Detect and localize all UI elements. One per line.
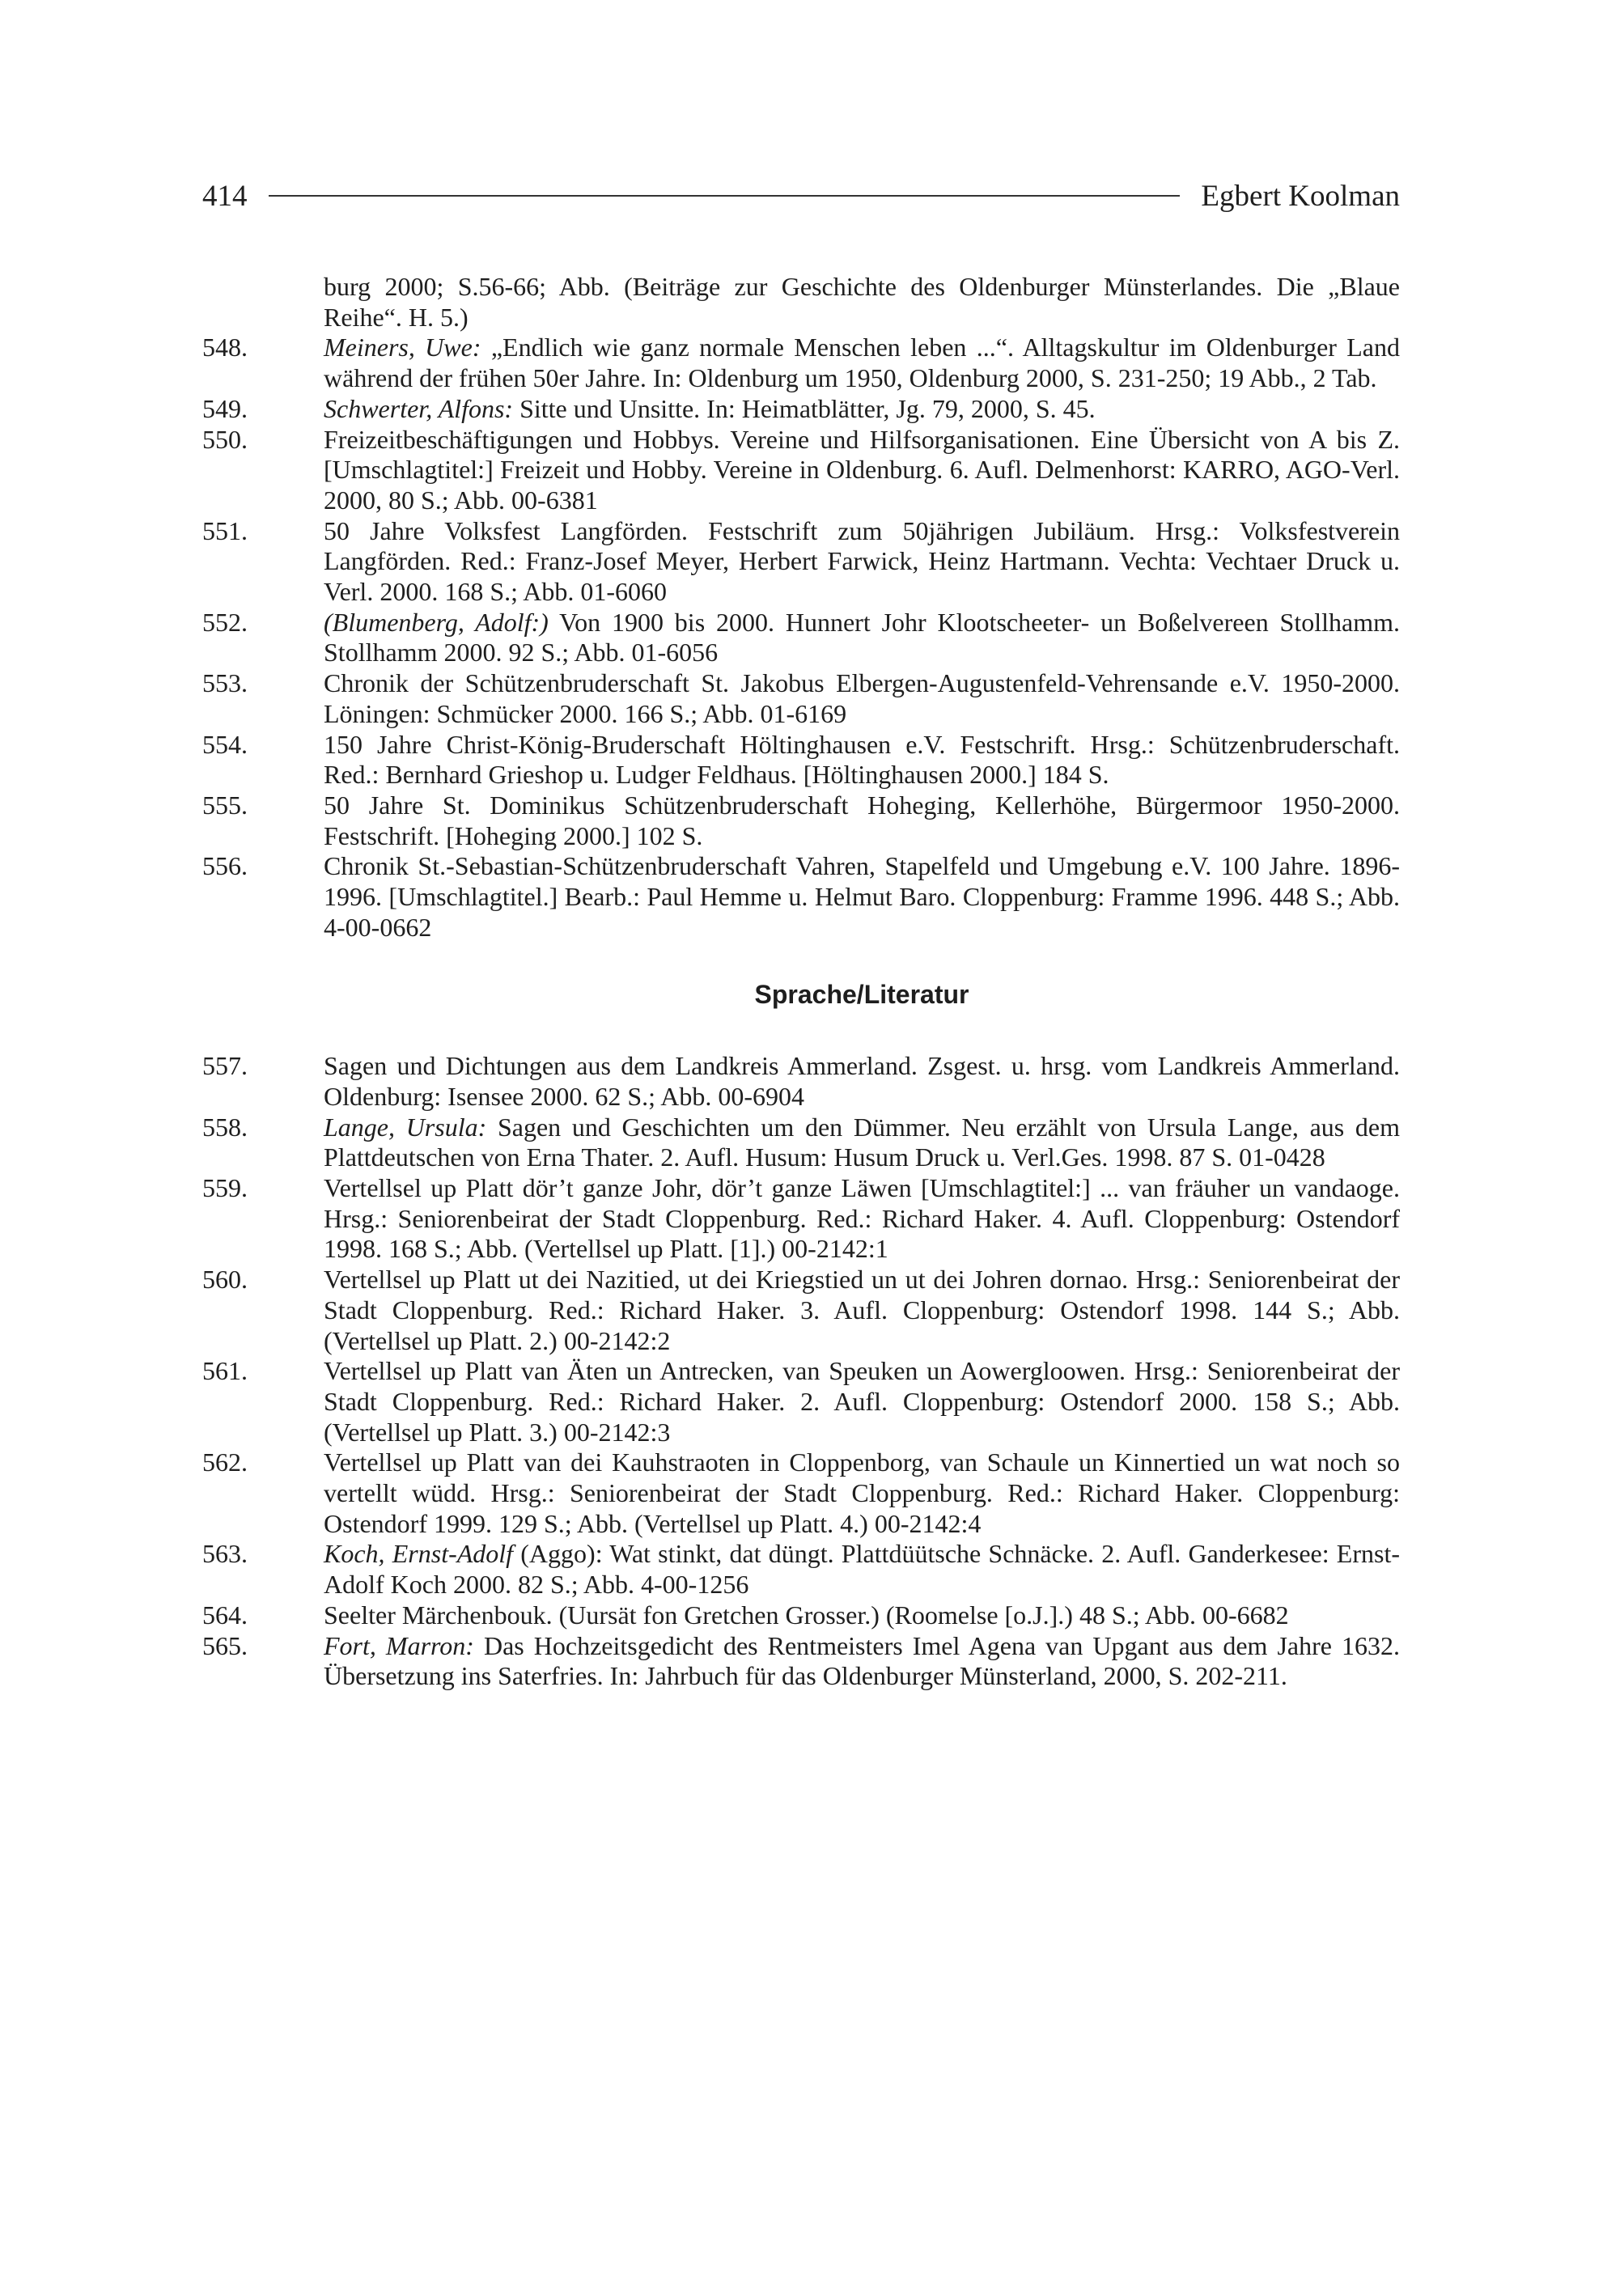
entry-citation: Chronik St.-Sebastian-Schützenbruderschaft Vahren, Stapelfeld und Umgebung e.V. 100 Jahre. 1896-1996. [Umschlagtitel.] Bearb.: Paul Hemme u. Helmut Baro. Cloppenburg: Framme 1996. 448 S.; Abb. 4-00-0662 <box>324 851 1400 942</box>
entry-citation: Das Hochzeitsgedicht des Rentmeisters Imel Agena van Upgant aus dem Jahre 1632. Übersetzung ins Saterfries. In: Jahrbuch für das Oldenburger Münsterland, 2000, S. 202-211. <box>324 1630 1401 1691</box>
bibliography-entry <box>202 1600 1400 1631</box>
bibliography-entry <box>202 1356 1400 1447</box>
bibliography-entry <box>202 1447 1400 1539</box>
entry-number: 560. <box>202 1265 248 1295</box>
entry-author: Koch, Ernst-Adolf <box>324 1539 514 1569</box>
entry-text <box>324 668 1400 729</box>
entry-citation: Vertellsel up Platt dör’t ganze Johr, dör’t ganze Läwen [Umschlagtitel:] ... van fräuher un vandaoge. Hrsg.: Seniorenbeirat der Stadt Cloppenburg. Red.: Richard Haker. 4. Aufl. Cloppenburg: Ostendorf 1998. 168 S.; Abb. (Vertellsel up Platt. [1].) 00-2142:1 <box>324 1172 1400 1264</box>
header-rule <box>269 195 1181 197</box>
entry-citation: Von 1900 bis 2000. Hunnert Johr Klootscheeter- un Boßelvereen Stollhamm. Stollhamm 2000. 92 S.; Abb. 01-6056 <box>324 607 1401 668</box>
entry-author: Fort, Marron: <box>324 1630 474 1660</box>
entry-text <box>324 790 1400 851</box>
entry-text <box>324 1447 1400 1539</box>
running-header-author: Egbert Koolman <box>1201 179 1400 213</box>
entry-number: 562. <box>202 1447 248 1477</box>
entry-text <box>324 851 1400 943</box>
entry-text <box>324 1539 1400 1600</box>
bibliography-entry <box>202 730 1400 790</box>
entry-list-before <box>202 333 1400 943</box>
entry-citation: Vertellsel up Platt van Äten un Antrecken, van Speuken un Aowergloowen. Hrsg.: Seniorenbeirat der Stadt Cloppenburg. Red.: Richard Haker. 2. Aufl. Cloppenburg: Ostendorf 2000. 158 S.; Abb. (Vertellsel up Platt. 3.) 00-2142:3 <box>324 1356 1400 1447</box>
bibliography-entry <box>202 1113 1400 1173</box>
entry-number: 559. <box>202 1172 248 1202</box>
entry-author: Lange, Ursula: <box>324 1112 487 1142</box>
bibliography-entry <box>202 1539 1400 1600</box>
entry-citation: Vertellsel up Platt van dei Kauhstraoten in Cloppenborg, van Schaule un Kinnertied un wat noch so vertellt wüdd. Hrsg.: Seniorenbeirat der Stadt Cloppenburg. Red.: Richard Haker. Cloppenburg: Ostendorf 1999. 129 S.; Abb. (Vertellsel up Platt. 4.) 00-2142:4 <box>324 1447 1400 1538</box>
entry-number: 554. <box>202 729 248 759</box>
entry-text <box>324 394 1400 425</box>
entry-citation: 50 Jahre Volksfest Langförden. Festschrift zum 50jährigen Jubiläum. Hrsg.: Volksfestverein Langförden. Red.: Franz-Josef Meyer, Herbert Farwick, Heinz Hartmann. Vechta: Vechtaer Druck u. Verl. 2000. 168 S.; Abb. 01-6060 <box>324 515 1400 607</box>
bibliography-entry <box>202 333 1400 393</box>
entry-number: 558. <box>202 1112 248 1142</box>
page-number: 414 <box>202 179 248 213</box>
entry-citation: Freizeitbeschäftigungen und Hobbys. Vereine und Hilfsorganisationen. Eine Übersicht von A bis Z. [Umschlagtitel:] Freizeit und Hobby. Vereine in Oldenburg. 6. Aufl. Delmenhorst: KARRO, AGO-Verl. 2000, 80 S.; Abb. 00-6381 <box>324 424 1400 515</box>
bibliography-content <box>202 272 1400 1692</box>
entry-number: 553. <box>202 668 248 698</box>
bibliography-entry <box>202 1265 1400 1356</box>
continuation-text: burg 2000; S.56-66; Abb. (Beiträge zur Geschichte des Oldenburger Münsterlandes. Die „Blaue Reihe“. H. 5.) <box>324 272 1400 332</box>
entry-number: 565. <box>202 1630 248 1660</box>
entry-text <box>324 608 1400 668</box>
entry-number: 550. <box>202 424 248 454</box>
entry-author: (Blumenberg, Adolf:) <box>324 607 549 637</box>
entry-number: 564. <box>202 1600 248 1630</box>
entry-number: 552. <box>202 607 248 637</box>
entry-number: 556. <box>202 851 248 881</box>
bibliography-entry <box>202 394 1400 425</box>
entry-citation: Seelter Märchenbouk. (Uursät fon Gretchen Grosser.) (Roomelse [o.J.].) 48 S.; Abb. 00-6682 <box>324 1600 1289 1630</box>
entry-number: 549. <box>202 393 248 423</box>
entry-text <box>324 425 1400 516</box>
bibliography-entry <box>202 608 1400 668</box>
entry-citation: Vertellsel up Platt ut dei Nazitied, ut dei Kriegstied un ut dei Johren dornao. Hrsg.: Seniorenbeirat der Stadt Cloppenburg. Red.: Richard Haker. 3. Aufl. Cloppenburg: Ostendorf 1998. 144 S.; Abb. (Vertellsel up Platt. 2.) 00-2142:2 <box>324 1265 1400 1355</box>
entry-number: 563. <box>202 1539 248 1569</box>
entry-citation: Sitte und Unsitte. In: Heimatblätter, Jg. 79, 2000, S. 45. <box>513 393 1096 423</box>
entry-number: 548. <box>202 333 248 362</box>
entry-citation: 150 Jahre Christ-König-Bruderschaft Höltinghausen e.V. Festschrift. Hrsg.: Schützenbruderschaft. Red.: Bernhard Grieshop u. Ludger Feldhaus. [Höltinghausen 2000.] 184 S. <box>324 729 1400 790</box>
entry-text <box>324 1051 1400 1112</box>
entry-text <box>324 333 1400 393</box>
entry-text <box>324 1173 1400 1265</box>
entry-text <box>324 730 1400 790</box>
bibliography-entry <box>202 1173 1400 1265</box>
bibliography-entry <box>202 668 1400 729</box>
bibliography-entry <box>202 1631 1400 1692</box>
entry-citation: Chronik der Schützenbruderschaft St. Jakobus Elbergen-Augustenfeld-Vehrensande e.V. 1950-2000. Löningen: Schmücker 2000. 166 S.; Abb. 01-6169 <box>324 668 1400 728</box>
entry-text <box>324 1631 1400 1692</box>
entry-text <box>324 1356 1400 1447</box>
entry-citation: „Endlich wie ganz normale Menschen leben ...“. Alltagskultur im Oldenburger Land während der frühen 50er Jahre. In: Oldenburg um 1950, Oldenburg 2000, S. 231-250; 19 Abb., 2 Tab. <box>324 333 1401 393</box>
entry-number: 555. <box>202 790 248 820</box>
entry-author: Meiners, Uwe: <box>324 333 481 362</box>
entry-citation: (Aggo): Wat stinkt, dat düngt. Plattdüütsche Schnäcke. 2. Aufl. Ganderkesee: Ernst-Adolf Koch 2000. 82 S.; Abb. 4-00-1256 <box>324 1539 1401 1600</box>
running-header <box>202 172 1400 220</box>
entry-number: 557. <box>202 1051 248 1081</box>
section-heading: Sprache/Literatur <box>754 980 969 1010</box>
entry-number: 551. <box>202 515 248 545</box>
entry-citation: 50 Jahre St. Dominikus Schützenbruderschaft Hoheging, Kellerhöhe, Bürgermoor 1950-2000. Festschrift. [Hoheging 2000.] 102 S. <box>324 790 1400 850</box>
entry-list-after <box>202 1051 1400 1692</box>
entry-citation: Sagen und Geschichten um den Dümmer. Neu erzählt von Ursula Lange, aus dem Plattdeutschen von Erna Thater. 2. Aufl. Husum: Husum Druck u. Verl.Ges. 1998. 87 S. 01-0428 <box>324 1112 1400 1172</box>
entry-number: 561. <box>202 1356 248 1386</box>
bibliography-entry <box>202 1051 1400 1112</box>
entry-text <box>324 516 1400 608</box>
bibliography-entry <box>202 790 1400 851</box>
bibliography-entry <box>202 425 1400 516</box>
entry-text <box>324 1265 1400 1356</box>
entry-text <box>324 1600 1400 1631</box>
entry-author: Schwerter, Alfons: <box>324 393 514 423</box>
bibliography-entry <box>202 851 1400 943</box>
bibliography-entry <box>202 516 1400 608</box>
entry-text <box>324 1113 1400 1173</box>
entry-citation: Sagen und Dichtungen aus dem Landkreis Ammerland. Zsgest. u. hrsg. vom Landkreis Ammerland. Oldenburg: Isensee 2000. 62 S.; Abb. 00-6904 <box>324 1051 1400 1111</box>
